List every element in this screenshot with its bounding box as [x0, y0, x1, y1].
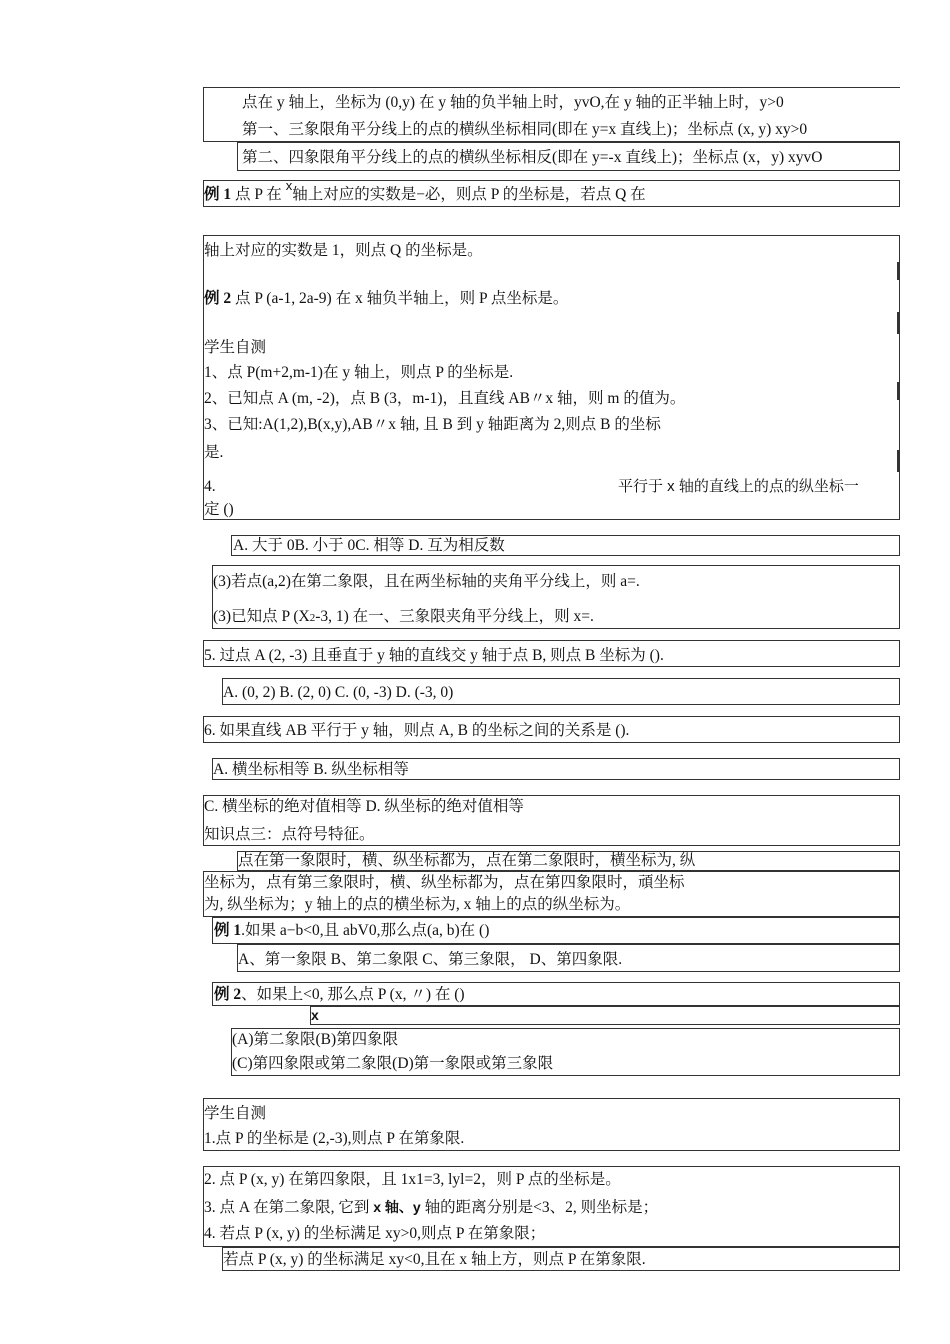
knowledge-3-line1: 点在第一象限时，横、纵坐标都为，点在第二象限时，横坐标为, 纵	[238, 852, 696, 869]
sign-example-2-options-1: (A)第二象限(B)第四象限	[232, 1031, 399, 1048]
x-superscript: x	[285, 178, 293, 193]
fill-in-b: (3)已知点 P (X2-3, 1) 在一、三象限夹角平分线上，则 x=.	[213, 608, 594, 625]
selftest-q1: 1、点 P(m+2,m-1)在 y 轴上，则点 P 的坐标是.	[204, 364, 514, 381]
selftest-title: 学生自测	[204, 339, 267, 356]
q6-question: 6. 如果直线 AB 平行于 y 轴，则点 A, B 的坐标之间的关系是 ().	[204, 722, 630, 739]
sign-example-1-question: 例 1.如果 a−b<0,且 abV0,那么点(a, b)在 ()	[214, 922, 490, 939]
example-1-question: 例 1 点 P 在 $^x$轴上对应的实数是−必，则点 P 的坐标是，若点 Q 在	[204, 178, 646, 203]
selftest-q4-number: 4.	[204, 478, 216, 495]
border-mark	[897, 382, 899, 400]
fill-in-a: (3)若点(a,2)在第二象限，且在两坐标轴的夹角平分线上，则 a=.	[213, 573, 640, 590]
example-1-label: 例 1	[204, 186, 232, 203]
selftest-2-q3: 3. 点 A 在第二象限, 它到 x 轴、y 轴的距离分别是<3、2, 则坐标是；	[204, 1199, 659, 1216]
selftest-2-q4: 4. 若点 P (x, y) 的坐标满足 xy>0,则点 P 在第象限；	[204, 1225, 546, 1242]
sign-example-2-x-box	[310, 1006, 900, 1025]
example-1-continued: 轴上对应的实数是 1，则点 Q 的坐标是。	[204, 242, 483, 259]
selftest-2-q1: 1.点 P 的坐标是 (2,-3),则点 P 在第象限.	[204, 1130, 465, 1147]
knowledge-3-line2: 坐标为，点有第三象限时，横、纵坐标都为，点在第四象限时，頑坐标	[204, 874, 685, 891]
q6-options-cd: C. 横坐标的绝对值相等 D. 纵坐标的绝对值相等	[204, 798, 524, 815]
selftest-q2: 2、已知点 A (m, -2)，点 B (3，m-1)，且直线 AB〃x 轴，则 m 的值为。	[204, 390, 686, 407]
axis-point-rule: 点在 y 轴上，坐标为 (0,y) 在 y 轴的负半轴上时，yvO,在 y 轴的正半轴上时，y>0	[242, 94, 784, 111]
sign-example-1-options: A、第一象限 B、第二象限 C、第三象限， D、第四象限.	[238, 951, 623, 968]
q5-options: A. (0, 2) B. (2, 0) C. (0, -3) D. (-3, 0)	[223, 684, 454, 701]
first-third-bisector-rule: 第一、三象限角平分线上的点的横纵坐标相同(即在 y=x 直线上)；坐标点 (x, y) xy>0	[242, 121, 808, 138]
selftest-q4-text: 平行于 x 轴的直线上的点的纵坐标一	[618, 478, 859, 495]
example-2-label: 例 2	[204, 290, 232, 307]
selftest-q4-cont: 定 ()	[204, 501, 234, 518]
selftest-2-q5: 若点 P (x, y) 的坐标满足 xy<0,且在 x 轴上方，则点 P 在第象限.	[223, 1251, 646, 1268]
sign-example-2-options-2: (C)第四象限或第二象限(D)第一象限或第三象限	[232, 1055, 554, 1072]
selftest-2-title: 学生自测	[204, 1105, 267, 1122]
border-mark	[897, 312, 899, 334]
q6-options-ab: A. 横坐标相等 B. 纵坐标相等	[213, 761, 409, 778]
second-fourth-bisector-rule: 第二、四象限角平分线上的点的横纵坐标相反(即在 y=-x 直线上)；坐标点 (x，y) xyvO	[242, 149, 823, 166]
selftest-2-q2: 2. 点 P (x, y) 在第四象限，且 1x1=3, lyl=2，则 P 点的坐标是。	[204, 1171, 621, 1188]
q4-options: A. 大于 0B. 小于 0C. 相等 D. 互为相反数	[233, 537, 505, 554]
selftest-q3: 3、已知:A(1,2),B(x,y),AB〃x 轴, 且 B 到 y 轴距离为 2,则点 B 的坐标	[204, 416, 661, 433]
q5-question: 5. 过点 A (2, -3) 且垂直于 y 轴的直线交 y 轴于点 B, 则点 B 坐标为 ().	[204, 647, 664, 664]
fraction-denominator-x: x	[311, 1007, 319, 1023]
selftest-q3-cont: 是.	[204, 444, 224, 461]
knowledge-3-title: 知识点三：点符号特征。	[204, 826, 375, 843]
sign-example-2-question: 例 2、如果上<0, 那么点 P (x, 〃) 在 ()	[214, 986, 465, 1003]
border-mark	[897, 450, 899, 472]
border-mark	[897, 262, 899, 280]
knowledge-3-line3: 为, 纵坐标为；y 轴上的点的横坐标为, x 轴上的点的纵坐标为。	[204, 896, 631, 913]
example-2-question: 例 2 点 P (a-1, 2a-9) 在 x 轴负半轴上，则 P 点坐标是。	[204, 290, 569, 307]
